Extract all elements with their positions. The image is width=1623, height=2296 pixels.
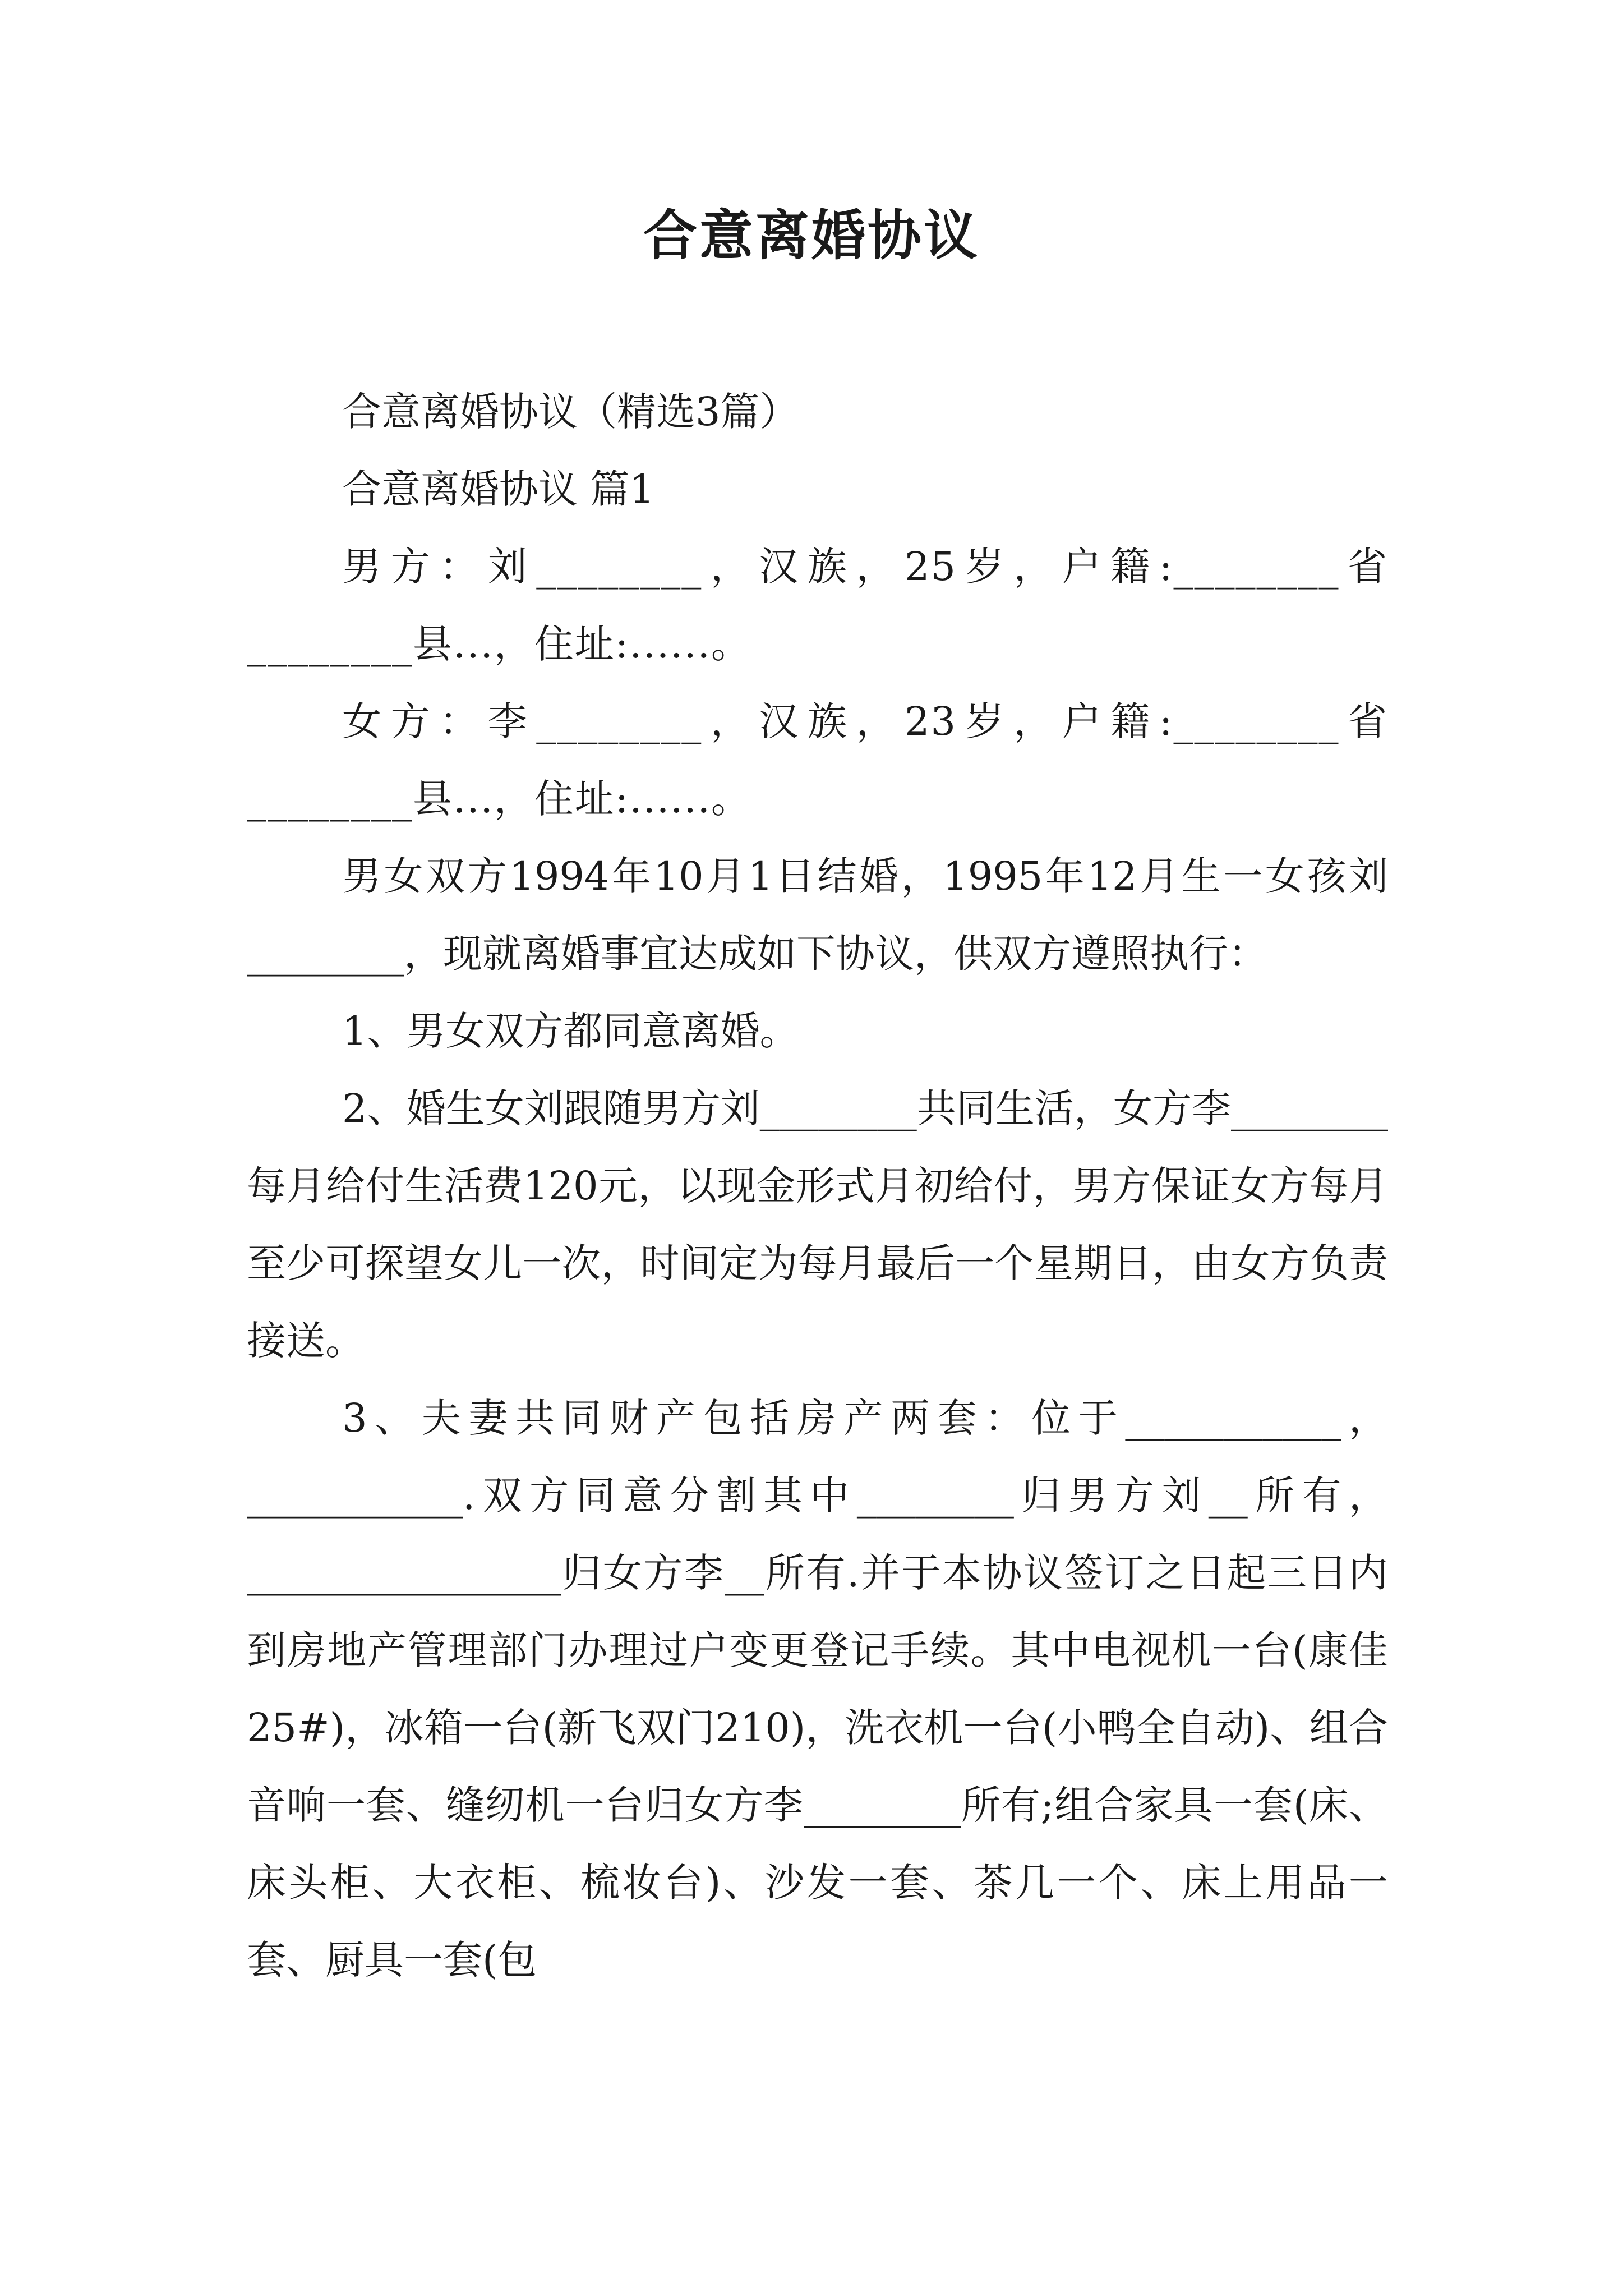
paragraph-subtitle: 合意离婚协议（精选3篇） [342,389,799,435]
document-title: 合意离婚协议 [643,204,980,267]
document-body [247,373,1388,1999]
paragraph-female-party: 女方：李________，汉族，23岁，户籍:________省________县...，住址:......。 [247,698,1388,822]
paragraph-male-party: 男方：刘________，汉族，25岁，户籍:________省________县...，住址:......。 [247,544,1388,667]
paragraph-clause-1: 1、男女双方都同意离婚。 [342,1008,799,1054]
paragraph-section-heading: 合意离婚协议 篇1 [342,466,654,512]
paragraph-clause-2: 2、婚生女刘跟随男方刘________共同生活，女方李________每月给付生活费120元，以现金形式月初给付，男方保证女方每月至少可探望女儿一次，时间定为每月最后一个星期日，由女方负责接送。 [247,1085,1388,1364]
paragraph-marriage-info: 男女双方1994年10月1日结婚，1995年12月生一女孩刘________，现就离婚事宜达成如下协议，供双方遵照执行： [247,853,1388,977]
paragraph-clause-3: 3、夫妻共同财产包括房产两套：位于___________，___________.双方同意分割其中________归男方刘__所有，________________归女方李__所有.并于本协议签订之日起三日内到房地产管理部门办理过户变更登记手续。其中电视机一台(康佳25#)，冰箱一台(新飞双门210)，洗衣机一台(小鸭全自动)、组合音响一套、缝纫机一台归女方李________所有;组合家具一套(床、床头柜、大衣柜、梳妆台)、沙发一套、茶几一个、床上用品一套、厨具一套(包 [247,1395,1389,1983]
